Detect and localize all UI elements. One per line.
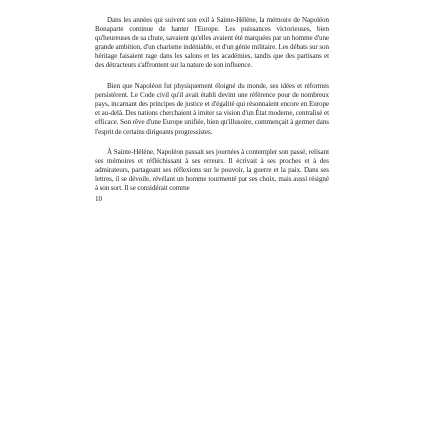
page-number: 10 (95, 194, 103, 203)
text-column (95, 16, 329, 204)
paragraph-3: À Sainte-Hélène, Napoléon passait ses journées à contempler son passé, relisant ses mémoires et réfléchissant à ses erreurs. Il écrivait à ses proches et à des admirateurs, partageant ses réflexions sur le pouvoir, la guerre et la paix. Dans ses lettres, il se dévoile, révélant un homme tourmenté par ses choix, mais aussi résigné à son sort. Il se considérait comme (95, 147, 329, 192)
paragraph-2: Bien que Napoléon fut physiquement éloigné du monde, ses idées et réformes persistèrent. Le Code civil qu'il avait établi devint une référence pour de nombreux pays, incarnant des principes de justice et d'égalité qui résonnaient encore en Europe et au-delà. Des nations cherchaient à imiter sa vision d'un État moderne, centralisé et efficace. Son rêve d'une Europe unifiée, bien qu'illusoire, commençait à germer dans l'esprit de certains dirigeants progressistes. (95, 82, 329, 136)
paragraph-1: Dans les années qui suivent son exil à Sainte-Hélène, la mémoire de Napoléon Bonaparte continue de hanter l'Europe. Les puissances victorieuses, bien qu'heureuses de sa chute, savaient qu'elles avaient été marquées par un homme d'une grande ambition, d'un charisme indéniable, et d'un génie militaire. Les débats sur son héritage faisaient rage dans les salons et les académies, tandis que des partisans et des détracteurs s'affrontent sur la nature de son influence. (95, 16, 329, 70)
